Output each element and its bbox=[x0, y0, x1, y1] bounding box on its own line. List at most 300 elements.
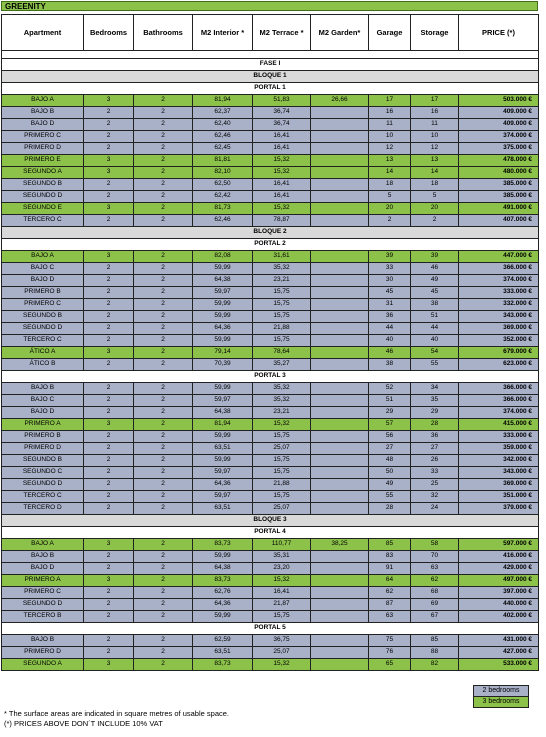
table-cell: 2 bbox=[84, 587, 134, 599]
table-cell: 2 bbox=[134, 311, 193, 323]
table-row bbox=[2, 287, 539, 299]
table-cell: 82,08 bbox=[193, 251, 253, 263]
table-cell: 23,21 bbox=[253, 275, 311, 287]
table-cell: 369.000 € bbox=[459, 479, 539, 491]
table-cell: 2 bbox=[134, 179, 193, 191]
table-cell bbox=[311, 599, 369, 611]
header-storage: Storage bbox=[411, 15, 459, 51]
table-cell bbox=[311, 419, 369, 431]
table-cell: 416.000 € bbox=[459, 551, 539, 563]
table-cell bbox=[311, 551, 369, 563]
table-cell: 54 bbox=[411, 347, 459, 359]
table-cell: 2 bbox=[84, 479, 134, 491]
table-cell: 2 bbox=[134, 191, 193, 203]
table-cell bbox=[311, 347, 369, 359]
table-cell: 3 bbox=[84, 251, 134, 263]
table-cell: 2 bbox=[84, 215, 134, 227]
table-cell: 2 bbox=[84, 263, 134, 275]
table-cell: 36 bbox=[411, 431, 459, 443]
legend-three-bedrooms: 3 bedrooms bbox=[473, 697, 529, 708]
price-list-table bbox=[1, 14, 539, 671]
table-cell: 59,97 bbox=[193, 491, 253, 503]
section-row bbox=[2, 623, 539, 635]
table-cell: BAJO D bbox=[2, 407, 84, 419]
table-cell: 35,31 bbox=[253, 551, 311, 563]
table-cell: 83,73 bbox=[193, 575, 253, 587]
table-row bbox=[2, 407, 539, 419]
table-cell: 2 bbox=[134, 575, 193, 587]
table-row bbox=[2, 431, 539, 443]
table-cell: 45 bbox=[411, 287, 459, 299]
section-row bbox=[2, 371, 539, 383]
table-cell: TERCERO C bbox=[2, 215, 84, 227]
table-row bbox=[2, 167, 539, 179]
table-cell: 359.000 € bbox=[459, 443, 539, 455]
table-cell: 10 bbox=[411, 131, 459, 143]
table-cell: ÁTICO A bbox=[2, 347, 84, 359]
table-row bbox=[2, 635, 539, 647]
table-cell: 26 bbox=[411, 455, 459, 467]
table-cell: 3 bbox=[84, 155, 134, 167]
table-cell: 58 bbox=[411, 539, 459, 551]
table-cell: 3 bbox=[84, 539, 134, 551]
table-cell: 69 bbox=[411, 599, 459, 611]
table-cell: 2 bbox=[134, 131, 193, 143]
table-cell: TERCERO C bbox=[2, 335, 84, 347]
table-cell: 3 bbox=[84, 659, 134, 671]
table-row bbox=[2, 251, 539, 263]
section-row bbox=[2, 71, 539, 83]
table-cell: 2 bbox=[369, 215, 411, 227]
table-cell: 48 bbox=[369, 455, 411, 467]
table-cell: 2 bbox=[411, 215, 459, 227]
table-cell: 2 bbox=[134, 647, 193, 659]
table-cell: 2 bbox=[134, 467, 193, 479]
table-cell: PRIMERO B bbox=[2, 287, 84, 299]
table-cell: 409.000 € bbox=[459, 107, 539, 119]
table-cell: 70 bbox=[411, 551, 459, 563]
table-cell: 478.000 € bbox=[459, 155, 539, 167]
table-row bbox=[2, 179, 539, 191]
table-cell: 62,46 bbox=[193, 131, 253, 143]
table-cell: 18 bbox=[411, 179, 459, 191]
table-cell: 2 bbox=[134, 563, 193, 575]
table-cell bbox=[311, 191, 369, 203]
table-cell: 45 bbox=[369, 287, 411, 299]
table-row bbox=[2, 395, 539, 407]
table-cell: 2 bbox=[134, 143, 193, 155]
table-cell: 2 bbox=[84, 131, 134, 143]
table-cell: 2 bbox=[134, 95, 193, 107]
table-cell: 51,83 bbox=[253, 95, 311, 107]
table-cell: 16,41 bbox=[253, 191, 311, 203]
table-cell: 27 bbox=[369, 443, 411, 455]
table-cell: 59,97 bbox=[193, 395, 253, 407]
table-cell bbox=[311, 467, 369, 479]
table-cell: BAJO D bbox=[2, 563, 84, 575]
table-cell: 50 bbox=[369, 467, 411, 479]
table-cell: PRIMERO B bbox=[2, 431, 84, 443]
header-garage: Garage bbox=[369, 15, 411, 51]
table-cell: 24 bbox=[411, 503, 459, 515]
table-cell: 85 bbox=[411, 635, 459, 647]
table-cell: 62,76 bbox=[193, 587, 253, 599]
table-cell: 2 bbox=[134, 155, 193, 167]
table-cell: 15,32 bbox=[253, 659, 311, 671]
table-cell: 15,32 bbox=[253, 419, 311, 431]
table-cell: 10 bbox=[369, 131, 411, 143]
table-cell: 491.000 € bbox=[459, 203, 539, 215]
table-cell: 352.000 € bbox=[459, 335, 539, 347]
table-cell: 497.000 € bbox=[459, 575, 539, 587]
table-cell: PRIMERO A bbox=[2, 419, 84, 431]
table-cell: 59,99 bbox=[193, 299, 253, 311]
table-cell: 2 bbox=[84, 407, 134, 419]
header-m2-garden: M2 Garden* bbox=[311, 15, 369, 51]
table-cell: 78,64 bbox=[253, 347, 311, 359]
table-cell: 44 bbox=[411, 323, 459, 335]
table-cell: 374.000 € bbox=[459, 275, 539, 287]
table-row bbox=[2, 107, 539, 119]
table-cell: 2 bbox=[134, 251, 193, 263]
table-cell: SEGUNDO D bbox=[2, 479, 84, 491]
table-cell: 29 bbox=[369, 407, 411, 419]
table-cell: 38 bbox=[369, 359, 411, 371]
table-row bbox=[2, 215, 539, 227]
section-row bbox=[2, 83, 539, 95]
table-cell: 2 bbox=[134, 539, 193, 551]
table-cell: 46 bbox=[369, 347, 411, 359]
table-row bbox=[2, 587, 539, 599]
table-cell: 2 bbox=[84, 647, 134, 659]
section-row bbox=[2, 59, 539, 71]
table-cell: 2 bbox=[84, 599, 134, 611]
table-cell: 379.000 € bbox=[459, 503, 539, 515]
table-cell: 67 bbox=[411, 611, 459, 623]
table-cell: 13 bbox=[369, 155, 411, 167]
table-cell: 402.000 € bbox=[459, 611, 539, 623]
bedroom-legend bbox=[473, 685, 529, 708]
section-label: BLOQUE 2 bbox=[2, 227, 539, 239]
table-cell: 16,41 bbox=[253, 179, 311, 191]
table-cell bbox=[311, 131, 369, 143]
table-cell bbox=[311, 203, 369, 215]
table-cell bbox=[311, 575, 369, 587]
table-cell: 33 bbox=[411, 467, 459, 479]
table-row bbox=[2, 383, 539, 395]
table-cell: 81,94 bbox=[193, 419, 253, 431]
table-cell: 39 bbox=[411, 251, 459, 263]
table-cell: 62,59 bbox=[193, 635, 253, 647]
table-row bbox=[2, 491, 539, 503]
table-cell: 87 bbox=[369, 599, 411, 611]
table-cell: 51 bbox=[411, 311, 459, 323]
table-cell: 62 bbox=[369, 587, 411, 599]
table-cell: 36,74 bbox=[253, 119, 311, 131]
table-cell: 15,75 bbox=[253, 287, 311, 299]
table-cell: 366.000 € bbox=[459, 395, 539, 407]
table-cell: 38,25 bbox=[311, 539, 369, 551]
table-cell: 333.000 € bbox=[459, 431, 539, 443]
header-apartment: Apartment bbox=[2, 15, 84, 51]
table-cell: 78,87 bbox=[253, 215, 311, 227]
section-row bbox=[2, 227, 539, 239]
table-cell: 55 bbox=[369, 491, 411, 503]
table-row bbox=[2, 575, 539, 587]
section-label: BLOQUE 1 bbox=[2, 71, 539, 83]
table-cell bbox=[311, 635, 369, 647]
table-cell: 2 bbox=[134, 455, 193, 467]
table-cell: 623.000 € bbox=[459, 359, 539, 371]
table-cell: 63 bbox=[369, 611, 411, 623]
table-cell: 63,51 bbox=[193, 443, 253, 455]
table-cell: SEGUNDO B bbox=[2, 455, 84, 467]
section-label: PORTAL 4 bbox=[2, 527, 539, 539]
table-cell: 81,73 bbox=[193, 203, 253, 215]
table-cell: 2 bbox=[84, 359, 134, 371]
table-cell: 2 bbox=[134, 551, 193, 563]
table-cell: 2 bbox=[134, 395, 193, 407]
header-bathrooms: Bathrooms bbox=[134, 15, 193, 51]
table-cell: 81,94 bbox=[193, 95, 253, 107]
table-cell: 2 bbox=[134, 587, 193, 599]
table-cell: 2 bbox=[134, 107, 193, 119]
table-cell: 2 bbox=[84, 191, 134, 203]
table-cell: 55 bbox=[411, 359, 459, 371]
table-cell: 2 bbox=[134, 491, 193, 503]
table-cell: 59,97 bbox=[193, 287, 253, 299]
table-cell: 2 bbox=[134, 323, 193, 335]
table-cell: 32 bbox=[411, 491, 459, 503]
table-cell: 25,07 bbox=[253, 647, 311, 659]
table-cell bbox=[311, 395, 369, 407]
table-cell: 3 bbox=[84, 95, 134, 107]
table-cell: 35,32 bbox=[253, 263, 311, 275]
table-cell: 14 bbox=[369, 167, 411, 179]
table-cell: 12 bbox=[411, 143, 459, 155]
table-cell: 679.000 € bbox=[459, 347, 539, 359]
table-cell: 2 bbox=[84, 275, 134, 287]
table-cell: 440.000 € bbox=[459, 599, 539, 611]
table-cell: 2 bbox=[134, 203, 193, 215]
table-cell: 36,74 bbox=[253, 107, 311, 119]
table-cell: TERCERO D bbox=[2, 503, 84, 515]
table-cell: 343.000 € bbox=[459, 467, 539, 479]
table-cell: 2 bbox=[84, 635, 134, 647]
table-row bbox=[2, 659, 539, 671]
table-cell: 17 bbox=[369, 95, 411, 107]
table-cell: 2 bbox=[84, 335, 134, 347]
table-cell: 15,75 bbox=[253, 311, 311, 323]
table-cell: 59,99 bbox=[193, 335, 253, 347]
table-cell: BAJO C bbox=[2, 395, 84, 407]
table-cell: 64 bbox=[369, 575, 411, 587]
table-cell: 64,36 bbox=[193, 323, 253, 335]
table-cell: 2 bbox=[84, 431, 134, 443]
table-cell: 39 bbox=[369, 251, 411, 263]
table-cell bbox=[311, 479, 369, 491]
table-cell: 62 bbox=[411, 575, 459, 587]
table-cell: 2 bbox=[134, 407, 193, 419]
table-cell: 397.000 € bbox=[459, 587, 539, 599]
table-cell bbox=[311, 431, 369, 443]
table-cell: 2 bbox=[84, 143, 134, 155]
table-cell: 35,27 bbox=[253, 359, 311, 371]
table-cell: 2 bbox=[84, 503, 134, 515]
table-cell: 62,37 bbox=[193, 107, 253, 119]
section-label: PORTAL 5 bbox=[2, 623, 539, 635]
table-cell: BAJO D bbox=[2, 275, 84, 287]
table-cell: 59,99 bbox=[193, 383, 253, 395]
surface-note: * The surface areas are indicated in square metres of usable space. bbox=[4, 709, 229, 718]
table-cell: 16,41 bbox=[253, 143, 311, 155]
table-row bbox=[2, 419, 539, 431]
header-row bbox=[2, 15, 539, 51]
table-cell: 366.000 € bbox=[459, 263, 539, 275]
table-cell: 15,75 bbox=[253, 611, 311, 623]
table-cell: 503.000 € bbox=[459, 95, 539, 107]
table-cell: 2 bbox=[84, 455, 134, 467]
table-cell: 38 bbox=[411, 299, 459, 311]
table-cell: 427.000 € bbox=[459, 647, 539, 659]
table-row bbox=[2, 323, 539, 335]
table-cell: 2 bbox=[84, 551, 134, 563]
table-cell: 62,45 bbox=[193, 143, 253, 155]
table-cell: 2 bbox=[134, 635, 193, 647]
table-cell: 91 bbox=[369, 563, 411, 575]
table-cell: 2 bbox=[84, 119, 134, 131]
table-cell: 15,75 bbox=[253, 467, 311, 479]
table-cell bbox=[311, 323, 369, 335]
table-cell: TERCERO B bbox=[2, 611, 84, 623]
table-cell: 385.000 € bbox=[459, 191, 539, 203]
table-cell: 429.000 € bbox=[459, 563, 539, 575]
table-cell bbox=[311, 155, 369, 167]
table-cell: 18 bbox=[369, 179, 411, 191]
table-cell: 2 bbox=[134, 119, 193, 131]
table-cell: 16 bbox=[411, 107, 459, 119]
table-cell: 64,38 bbox=[193, 275, 253, 287]
section-label: BLOQUE 3 bbox=[2, 515, 539, 527]
table-cell: 2 bbox=[134, 419, 193, 431]
table-cell: 49 bbox=[411, 275, 459, 287]
table-cell: 2 bbox=[134, 287, 193, 299]
table-cell: 2 bbox=[84, 467, 134, 479]
table-cell: 23,21 bbox=[253, 407, 311, 419]
section-row bbox=[2, 239, 539, 251]
table-row bbox=[2, 263, 539, 275]
table-cell: 2 bbox=[134, 479, 193, 491]
table-row bbox=[2, 335, 539, 347]
table-cell: 27 bbox=[411, 443, 459, 455]
table-body bbox=[2, 51, 539, 671]
table-cell bbox=[311, 359, 369, 371]
table-cell bbox=[311, 335, 369, 347]
table-cell: 385.000 € bbox=[459, 179, 539, 191]
table-cell: 15,32 bbox=[253, 167, 311, 179]
table-cell: 63 bbox=[411, 563, 459, 575]
spacer-row bbox=[2, 51, 539, 59]
table-cell: 17 bbox=[411, 95, 459, 107]
table-cell: SEGUNDO C bbox=[2, 467, 84, 479]
table-cell: 2 bbox=[134, 431, 193, 443]
table-cell: 374.000 € bbox=[459, 407, 539, 419]
table-cell: 15,75 bbox=[253, 431, 311, 443]
table-row bbox=[2, 563, 539, 575]
header-bedrooms: Bedrooms bbox=[84, 15, 134, 51]
table-cell: 35,32 bbox=[253, 395, 311, 407]
section-label: PORTAL 1 bbox=[2, 83, 539, 95]
table-row bbox=[2, 647, 539, 659]
table-cell: 3 bbox=[84, 347, 134, 359]
table-cell: BAJO B bbox=[2, 551, 84, 563]
header-m2-interior: M2 Interior * bbox=[193, 15, 253, 51]
table-cell: 2 bbox=[134, 215, 193, 227]
table-cell: 83,73 bbox=[193, 539, 253, 551]
table-cell: 68 bbox=[411, 587, 459, 599]
table-row bbox=[2, 311, 539, 323]
table-cell: 343.000 € bbox=[459, 311, 539, 323]
table-cell bbox=[311, 647, 369, 659]
table-cell: 2 bbox=[134, 611, 193, 623]
footnotes bbox=[4, 709, 229, 729]
table-cell: 20 bbox=[411, 203, 459, 215]
table-cell: 25,07 bbox=[253, 503, 311, 515]
table-cell: 83 bbox=[369, 551, 411, 563]
table-cell: 533.000 € bbox=[459, 659, 539, 671]
table-cell: 480.000 € bbox=[459, 167, 539, 179]
table-cell: 35,32 bbox=[253, 383, 311, 395]
table-cell: 2 bbox=[134, 299, 193, 311]
table-cell: 59,99 bbox=[193, 431, 253, 443]
table-cell: 16 bbox=[369, 107, 411, 119]
table-row bbox=[2, 467, 539, 479]
table-cell: 2 bbox=[84, 287, 134, 299]
table-cell: 29 bbox=[411, 407, 459, 419]
table-cell: 16,41 bbox=[253, 131, 311, 143]
table-cell bbox=[311, 407, 369, 419]
table-cell: 2 bbox=[134, 383, 193, 395]
table-row bbox=[2, 347, 539, 359]
table-cell: 2 bbox=[84, 179, 134, 191]
table-cell: 36,75 bbox=[253, 635, 311, 647]
table-cell bbox=[311, 659, 369, 671]
table-cell: 44 bbox=[369, 323, 411, 335]
table-cell: 12 bbox=[369, 143, 411, 155]
table-cell: 31 bbox=[369, 299, 411, 311]
table-cell bbox=[311, 611, 369, 623]
header-m2-terrace: M2 Terrace * bbox=[253, 15, 311, 51]
table-row bbox=[2, 191, 539, 203]
table-row bbox=[2, 131, 539, 143]
table-cell bbox=[311, 263, 369, 275]
table-row bbox=[2, 551, 539, 563]
table-cell: PRIMERO D bbox=[2, 143, 84, 155]
table-cell: 374.000 € bbox=[459, 131, 539, 143]
table-cell: PRIMERO A bbox=[2, 575, 84, 587]
table-cell: 332.000 € bbox=[459, 299, 539, 311]
table-cell: 15,75 bbox=[253, 455, 311, 467]
table-cell: 20 bbox=[369, 203, 411, 215]
table-cell: 21,88 bbox=[253, 323, 311, 335]
table-cell: 63,51 bbox=[193, 503, 253, 515]
table-cell: 2 bbox=[134, 443, 193, 455]
table-cell: 79,14 bbox=[193, 347, 253, 359]
table-cell: SEGUNDO A bbox=[2, 167, 84, 179]
table-cell: 11 bbox=[369, 119, 411, 131]
table-cell: 3 bbox=[84, 575, 134, 587]
table-cell bbox=[311, 167, 369, 179]
